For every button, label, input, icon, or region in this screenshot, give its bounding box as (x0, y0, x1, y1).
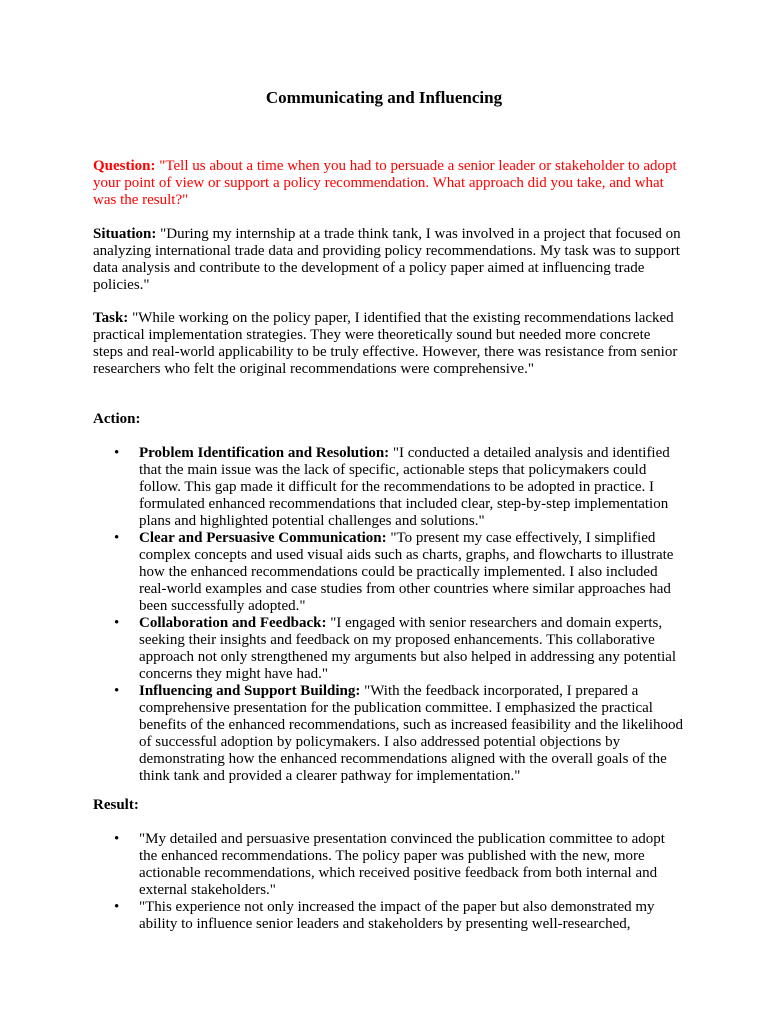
document-title: Communicating and Influencing (265, 88, 503, 107)
situation-text: "During my internship at a trade think tank, I was involved in a project that focused on analyzing international trade data and providing policy recommendations. My task was to support data analysis and contribute to the development of a policy paper aimed at influencing trade policies." (93, 226, 681, 293)
situation-label: Situation: (93, 226, 157, 242)
action-heading: Action: (93, 411, 141, 427)
result-heading: Result: (93, 797, 139, 813)
result-item-text: "My detailed and persuasive presentation convinced the publication committee to adopt the enhanced recommendations. The policy paper was published with the new, more actionable recommendations, which received positive feedback from both internal and external stakeholders." (139, 831, 665, 898)
bullet-icon: • (114, 445, 120, 461)
bullet-icon: • (114, 899, 120, 915)
action-item-text: "I engaged with senior researchers and domain experts, seeking their insights and feedback on my proposed enhancements. This collaborative approach not only strengthened my arguments but also helped in addressing any potential concerns they might have had." (139, 615, 677, 682)
list-item (93, 615, 683, 683)
bullet-icon: • (114, 530, 120, 546)
action-item-text: "With the feedback incorporated, I prepared a comprehensive presentation for the publication committee. I emphasized the practical benefits of the enhanced recommendations, such as increased feasibility and the likelihood of successful adoption by policymakers. I also addressed potential objections by demonstrating how the enhanced recommendations aligned with the overall goals of the think tank and provided a clearer pathway for implementation." (139, 683, 683, 784)
list-item (93, 530, 683, 615)
action-item-label: Problem Identification and Resolution: (139, 445, 390, 461)
action-item-label: Influencing and Support Building: (139, 683, 361, 699)
bullet-icon: • (114, 831, 120, 847)
action-item-text: "To present my case effectively, I simplified complex concepts and used visual aids such as charts, graphs, and flowcharts to illustrate how the enhanced recommendations could be practically implemented. I also included real-world examples and case studies from other countries where similar approaches had been successfully adopted." (139, 530, 674, 614)
action-item-label: Collaboration and Feedback: (139, 615, 327, 631)
task-label: Task: (93, 310, 129, 326)
question-paragraph (93, 158, 683, 209)
list-item (93, 445, 683, 530)
list-item (93, 899, 683, 933)
task-text: "While working on the policy paper, I identified that the existing recommendations lacked practical implementation strategies. They were theoretically sound but needed more concrete steps and real-world applicability to be truly effective. However, there was resistance from senior researchers who felt the original recommendations were comprehensive." (93, 310, 678, 377)
situation-paragraph (93, 226, 683, 294)
bullet-icon: • (114, 683, 120, 699)
action-item-label: Clear and Persuasive Communication: (139, 530, 387, 546)
action-list (93, 445, 683, 785)
result-item-text: "This experience not only increased the impact of the paper but also demonstrated my ability to influence senior leaders and stakeholders by presenting well-researched, (139, 899, 655, 932)
question-text: "Tell us about a time when you had to persuade a senior leader or stakeholder to adopt your point of view or support a policy recommendation. What approach did you take, and what was the result?" (93, 158, 677, 208)
result-list (93, 831, 683, 933)
bullet-icon: • (114, 615, 120, 631)
list-item (93, 683, 683, 785)
list-item (93, 831, 683, 899)
question-label: Question: (93, 158, 156, 174)
action-item-text: "I conducted a detailed analysis and identified that the main issue was the lack of specific, actionable steps that policymakers could follow. This gap made it difficult for the recommendations to be adopted in practice. I formulated enhanced recommendations that included clear, step-by-step implementation plans and highlighted potential challenges and solutions." (139, 445, 670, 529)
task-paragraph (93, 310, 683, 378)
